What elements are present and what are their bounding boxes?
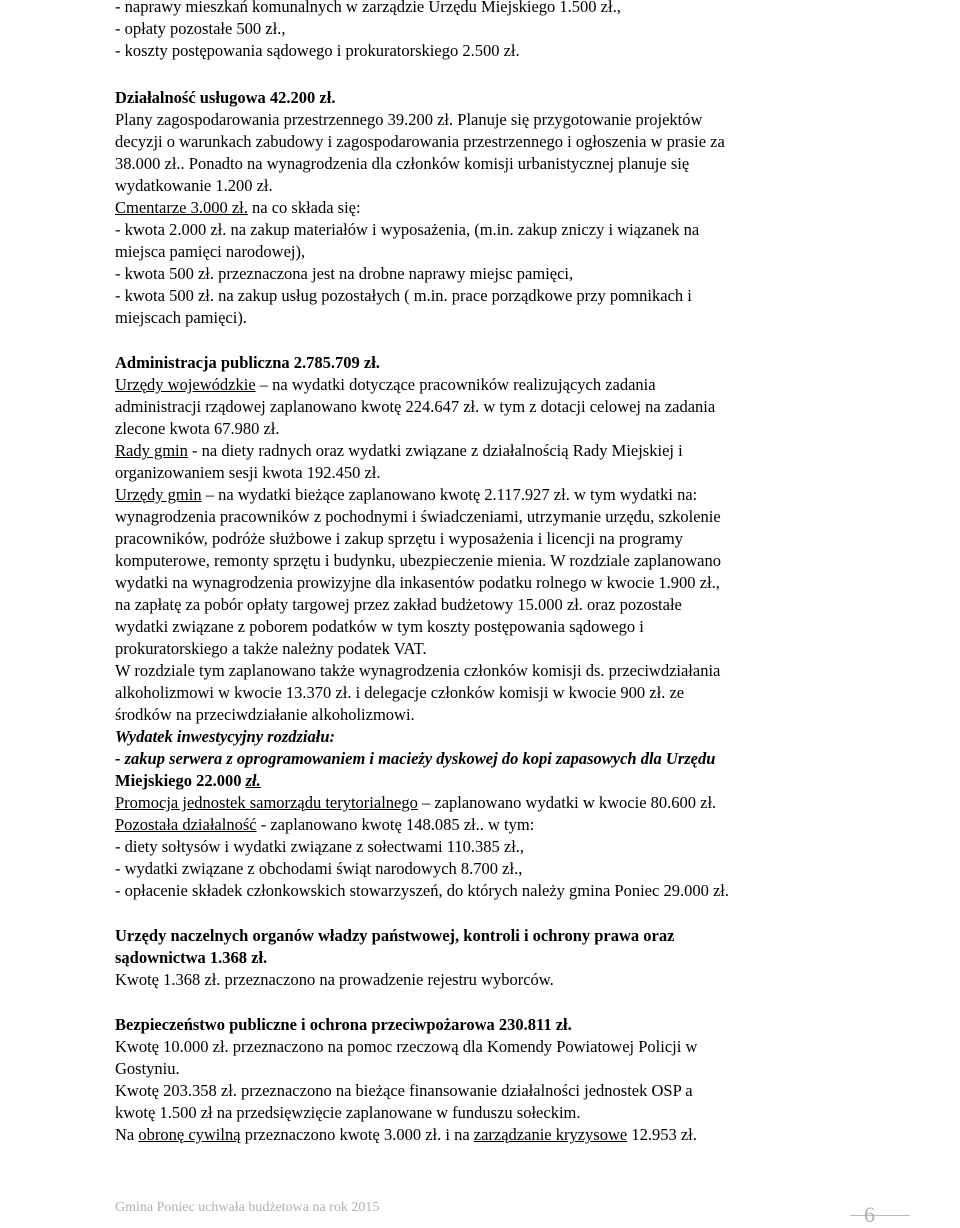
text-line: - opłacenie składek członkowskich stowarzyszeń, do których należy gmina Poniec 29.000 zł. bbox=[115, 881, 729, 900]
text-line: Kwotę 203.358 zł. przeznaczono na bieżące finansowanie działalności jednostek OSP a bbox=[115, 1081, 693, 1100]
footer-divider bbox=[850, 1215, 910, 1216]
text-line: wynagrodzenia pracowników z pochodnymi i świadczeniami, utrzymanie urzędu, szkolenie bbox=[115, 507, 721, 526]
underlined-subheading: Urzędy gmin bbox=[115, 485, 202, 504]
text-line bbox=[115, 792, 716, 814]
text-line: organizowaniem sesji kwota 192.450 zł. bbox=[115, 463, 381, 482]
text-line: alkoholizmowi w kwocie 13.370 zł. i delegacje członków komisji w kwocie 900 zł. ze bbox=[115, 683, 685, 702]
text-fragment: na co składa się: bbox=[247, 198, 361, 217]
text-line: komputerowe, remonty sprzętu i budynku, ubezpieczenie mienia. W rozdziale zaplanowano bbox=[115, 551, 722, 570]
section-heading: Administracja publiczna 2.785.709 zł. bbox=[115, 353, 380, 372]
text-line: - kwota 500 zł. na zakup usług pozostałych ( m.in. prace porządkowe przy pomnikach i bbox=[115, 286, 692, 305]
text-line bbox=[115, 484, 697, 506]
investment-amount bbox=[115, 770, 261, 792]
text-line: środków na przeciwdziałanie alkoholizmowi. bbox=[115, 705, 415, 724]
text-line: wydatki na wynagrodzenia prowizyjne dla inkasentów podatku rolnego w kwocie 1.900 zł., bbox=[115, 573, 720, 592]
text-line: - wydatki związane z obchodami świąt narodowych 8.700 zł., bbox=[115, 859, 523, 878]
text-line: Plany zagospodarowania przestrzennego 39.200 zł. Planuje się przygotowanie projektów bbox=[115, 110, 703, 129]
text-line bbox=[115, 814, 534, 836]
underlined-subheading: Promocja jednostek samorządu terytorialnego bbox=[115, 793, 418, 812]
underlined-subheading: Cmentarze 3.000 zł. bbox=[115, 198, 248, 217]
text-fragment: Miejskiego 22.000 bbox=[115, 771, 246, 790]
text-fragment: zł. bbox=[245, 771, 261, 790]
section-heading: Działalność usługowa 42.200 zł. bbox=[115, 88, 336, 107]
underlined-subheading: Urzędy wojewódzkie bbox=[115, 375, 256, 394]
text-fragment: – zaplanowano wydatki w kwocie 80.600 zł. bbox=[417, 793, 717, 812]
text-line: wydatki związane z poborem podatków w tym koszty postępowania sądowego i bbox=[115, 617, 644, 636]
text-line: na zapłatę za pobór opłaty targowej przez zakład budżetowy 15.000 zł. oraz pozostałe bbox=[115, 595, 682, 614]
underlined-subheading: obronę cywilną bbox=[138, 1125, 241, 1144]
investment-heading: Wydatek inwestycyjny rozdziału: bbox=[115, 727, 335, 746]
text-line: - koszty postępowania sądowego i prokuratorskiego 2.500 zł. bbox=[115, 41, 520, 60]
text-line: - kwota 2.000 zł. na zakup materiałów i wyposażenia, (m.in. zakup zniczy i wiązanek na bbox=[115, 220, 700, 239]
text-line bbox=[115, 440, 683, 462]
section-heading: Urzędy naczelnych organów władzy państwowej, kontroli i ochrony prawa oraz bbox=[115, 926, 675, 945]
text-line: pracowników, podróże służbowe i zakup sprzętu i wyposażenia i licencji na programy bbox=[115, 529, 683, 548]
text-line bbox=[115, 197, 361, 219]
text-line: miejsca pamięci narodowej), bbox=[115, 242, 306, 261]
text-line: - naprawy mieszkań komunalnych w zarządzie Urzędu Miejskiego 1.500 zł., bbox=[115, 0, 621, 16]
section-heading: sądownictwa 1.368 zł. bbox=[115, 948, 268, 967]
text-line: wydatkowanie 1.200 zł. bbox=[115, 176, 273, 195]
text-line: Kwotę 10.000 zł. przeznaczono na pomoc rzeczową dla Komendy Powiatowej Policji w bbox=[115, 1037, 698, 1056]
text-line: - opłaty pozostałe 500 zł., bbox=[115, 19, 286, 38]
text-fragment: - na diety radnych oraz wydatki związane z działalnością Rady Miejskiej i bbox=[187, 441, 683, 460]
investment-item: - zakup serwera z oprogramowaniem i macieży dyskowej do kopi zapasowych dla Urzędu bbox=[115, 749, 716, 768]
text-line: zlecone kwota 67.980 zł. bbox=[115, 419, 280, 438]
text-line: - kwota 500 zł. przeznaczona jest na drobne naprawy miejsc pamięci, bbox=[115, 264, 574, 283]
footer-text: Gmina Poniec uchwała budżetowa na rok 2015 bbox=[115, 1200, 380, 1215]
text-line: W rozdziale tym zaplanowano także wynagrodzenia członków komisji ds. przeciwdziałania bbox=[115, 661, 721, 680]
text-fragment: Na bbox=[115, 1125, 139, 1144]
text-fragment: - zaplanowano kwotę 148.085 zł.. w tym: bbox=[256, 815, 535, 834]
text-fragment: przeznaczono kwotę 3.000 zł. i na bbox=[240, 1125, 474, 1144]
underlined-subheading: zarządzanie kryzysowe bbox=[473, 1125, 628, 1144]
text-fragment: – na wydatki dotyczące pracowników realizujących zadania bbox=[255, 375, 656, 394]
text-line: 38.000 zł.. Ponadto na wynagrodzenia dla członków komisji urbanistycznej planuje się bbox=[115, 154, 690, 173]
text-line bbox=[115, 374, 656, 396]
text-line bbox=[115, 1124, 697, 1146]
underlined-subheading: Pozostała działalność bbox=[115, 815, 257, 834]
text-fragment: 12.953 zł. bbox=[627, 1125, 697, 1144]
text-line: - diety sołtysów i wydatki związane z sołectwami 110.385 zł., bbox=[115, 837, 525, 856]
text-line: kwotę 1.500 zł na przedsięwzięcie zaplanowane w funduszu sołeckim. bbox=[115, 1103, 581, 1122]
text-line: Kwotę 1.368 zł. przeznaczono na prowadzenie rejestru wyborców. bbox=[115, 970, 554, 989]
text-fragment: – na wydatki bieżące zaplanowano kwotę 2.117.927 zł. w tym wydatki na: bbox=[201, 485, 698, 504]
text-line: miejscach pamięci). bbox=[115, 308, 247, 327]
text-line: decyzji o warunkach zabudowy i zagospodarowania przestrzennego i ogłoszenia w prasie za bbox=[115, 132, 725, 151]
section-heading: Bezpieczeństwo publiczne i ochrona przeciwpożarowa 230.811 zł. bbox=[115, 1015, 572, 1034]
text-line: prokuratorskiego a także należny podatek VAT. bbox=[115, 639, 427, 658]
text-line: administracji rządowej zaplanowano kwotę 224.647 zł. w tym z dotacji celowej na zadania bbox=[115, 397, 716, 416]
text-line: Gostyniu. bbox=[115, 1059, 180, 1078]
page-number: 6 bbox=[864, 1202, 875, 1227]
underlined-subheading: Rady gmin bbox=[115, 441, 188, 460]
